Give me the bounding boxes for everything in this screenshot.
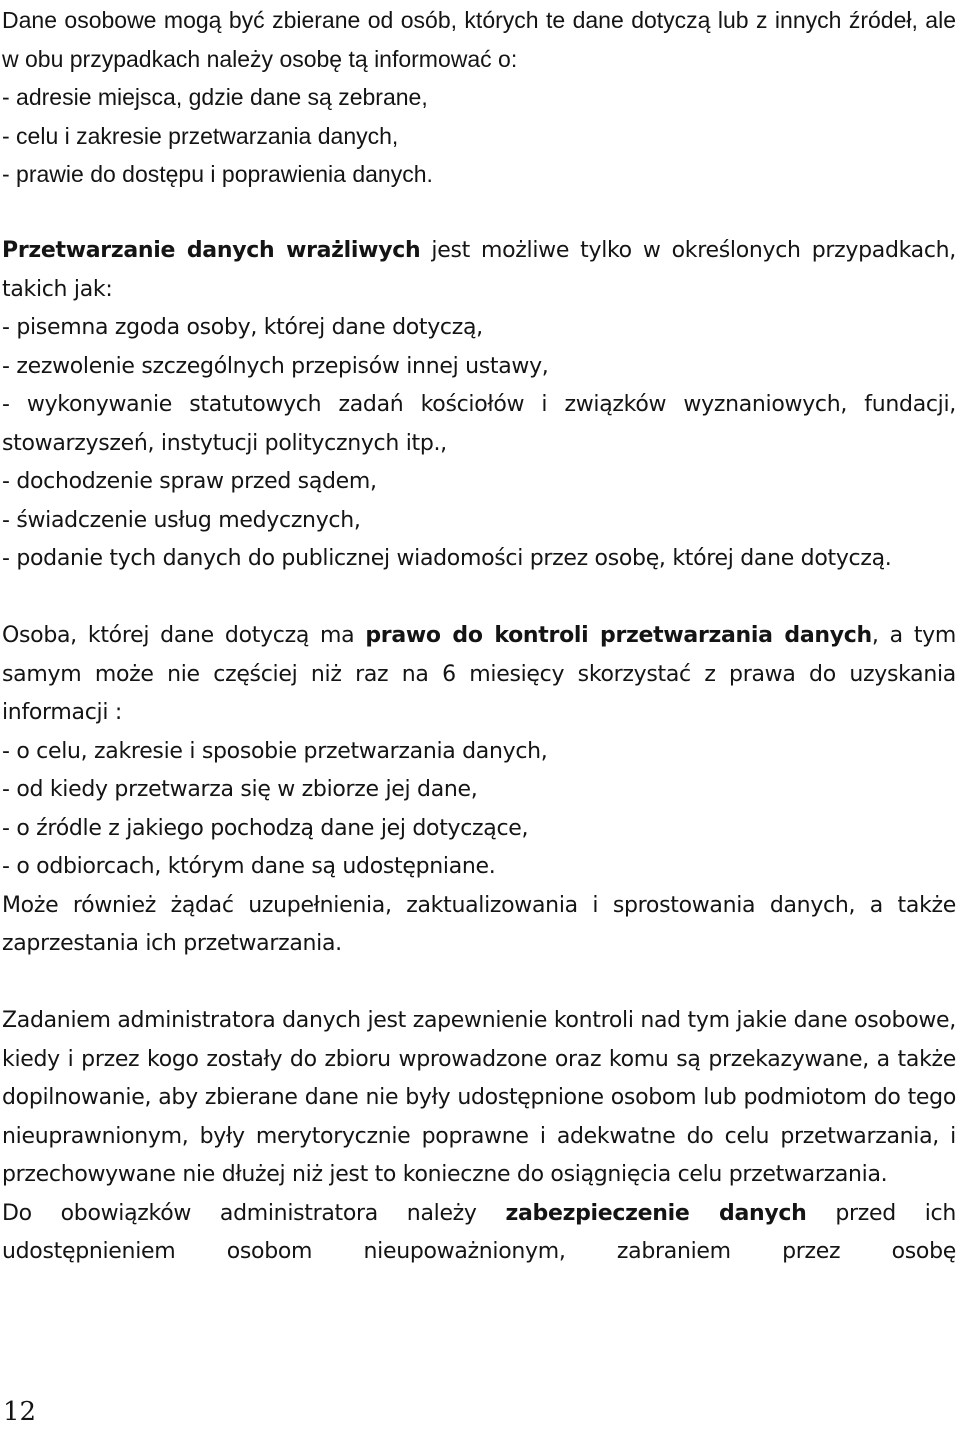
spacer xyxy=(2,964,956,1003)
administrator-duties-rest: przed ich udostępnieniem osobom nieupoważnionym, zabraniem przez osobę xyxy=(2,1200,956,1264)
control-list-item: - o odbiorcach, którym dane są udostępniane. xyxy=(2,854,496,879)
administrator-duties-start: Do obowiązków administratora należy xyxy=(2,1200,506,1226)
intro-section xyxy=(2,0,956,194)
spacer xyxy=(2,579,956,618)
page-number: 12 xyxy=(3,1397,37,1427)
intro-paragraph: Dane osobowe mogą być zbierane od osób, których te dane dotyczą lub z innych źródeł, ale w obu przypadkach należy osobę tą informować o: xyxy=(2,7,956,72)
document-page xyxy=(2,0,956,1272)
sensitive-list-item: - zezwolenie szczególnych przepisów innej ustawy, xyxy=(2,353,549,379)
control-rights-lead xyxy=(2,617,956,733)
control-rights-lead-rest: , a tym samym może nie częściej niż raz na 6 miesięcy skorzystać z prawa do uzyskania informacji : xyxy=(2,623,957,725)
sensitive-list-item: - podanie tych danych do publicznej wiadomości przez osobę, której dane dotyczą. xyxy=(2,546,892,571)
administrator-duties xyxy=(2,1195,956,1272)
sensitive-data-section xyxy=(2,232,956,579)
intro-list-item: - prawie do dostępu i poprawienia danych. xyxy=(2,161,433,187)
control-list-item: - o celu, zakresie i sposobie przetwarzania danych, xyxy=(2,738,548,764)
control-rights-section xyxy=(2,617,956,964)
sensitive-data-lead xyxy=(2,232,956,309)
sensitive-list-item: - dochodzenie spraw przed sądem, xyxy=(2,469,377,494)
administrator-paragraph: Zadaniem administratora danych jest zapewnienie kontroli nad tym jakie dane osobowe, kiedy i przez kogo zostały do zbioru wprowadzone oraz komu są przekazywane, a także dopilnowanie, aby zbierane dane nie były udostępnione osobom lub podmiotom do tego nieuprawnionym, były merytorycznie poprawne i adekwatne do celu przetwarzania, i przechowywane nie dłużej niż jest to konieczne do osiągnięcia celu przetwarzania. xyxy=(2,1008,956,1187)
administrator-duties-emphasis: zabezpieczenie danych xyxy=(505,1200,807,1226)
control-rights-lead-start: Osoba, której dane dotyczą ma xyxy=(2,623,366,648)
control-rights-closing: Może również żądać uzupełnienia, zaktualizowania i sprostowania danych, a także zaprzestania ich przetwarzania. xyxy=(2,892,956,956)
sensitive-list-item: - pisemna zgoda osoby, której dane dotyczą, xyxy=(2,315,483,340)
intro-list-item: - adresie miejsca, gdzie dane są zebrane, xyxy=(2,84,428,110)
administrator-section xyxy=(2,1002,956,1272)
control-list-item: - od kiedy przetwarza się w zbiorze jej dane, xyxy=(2,777,478,802)
control-rights-emphasis: prawo do kontroli przetwarzania danych xyxy=(365,623,872,648)
spacer xyxy=(2,194,956,233)
sensitive-data-lead-text: jest możliwe tylko w określonych przypadkach, takich jak: xyxy=(2,238,956,302)
sensitive-list-item: - wykonywanie statutowych zadań kościołów i związków wyznaniowych, fundacji, stowarzyszeń, instytucji politycznych itp., xyxy=(2,392,956,456)
sensitive-list-item: - świadczenie usług medycznych, xyxy=(2,507,361,533)
sensitive-data-heading: Przetwarzanie danych wrażliwych xyxy=(2,238,421,263)
control-list-item: - o źródle z jakiego pochodzą dane jej dotyczące, xyxy=(2,815,529,841)
intro-list-item: - celu i zakresie przetwarzania danych, xyxy=(2,122,399,149)
